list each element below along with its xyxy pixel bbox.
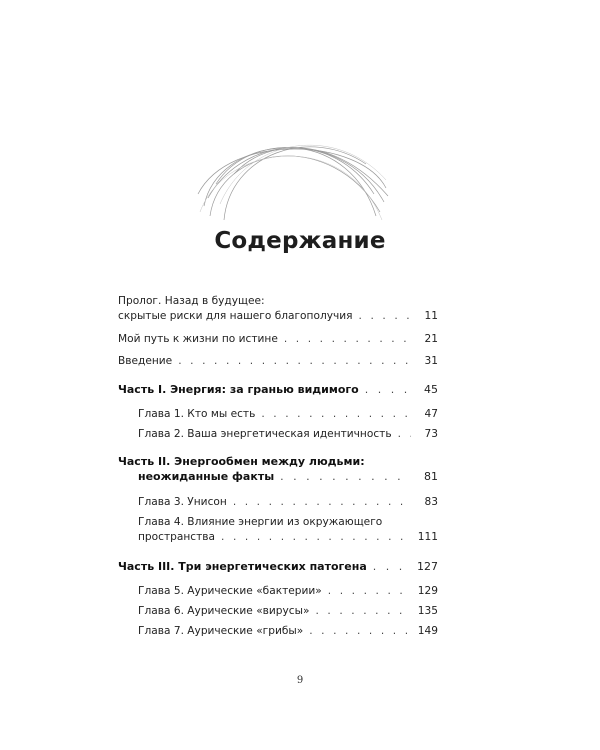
toc-chapter-page: 129 bbox=[417, 585, 438, 597]
toc-part-1[interactable] bbox=[118, 382, 438, 397]
toc-part-page: 45 bbox=[424, 383, 438, 396]
toc-entry-title: Мой путь к жизни по истине bbox=[118, 333, 278, 345]
toc-part-page: 81 bbox=[424, 470, 438, 483]
toc-chapter-4[interactable] bbox=[138, 515, 438, 545]
toc-chapter-title: Глава 7. Аурические «грибы» bbox=[138, 625, 304, 637]
toc-chapter-title: Глава 5. Аурические «бактерии» bbox=[138, 585, 322, 597]
toc-part-title: Часть III. Три энергетических патогена bbox=[118, 560, 367, 573]
toc-chapter-title: Глава 1. Кто мы есть bbox=[138, 408, 256, 420]
toc-part-title: Часть I. Энергия: за гранью видимого bbox=[118, 383, 359, 396]
toc-entry-title-line1: Пролог. Назад в будущее: bbox=[118, 295, 265, 307]
dot-leader bbox=[233, 495, 411, 510]
toc-entry-prologue[interactable] bbox=[118, 294, 438, 324]
toc-chapter-title: Глава 2. Ваша энергетическая идентичность bbox=[138, 428, 392, 440]
toc-part-3[interactable] bbox=[118, 559, 438, 574]
toc-chapter-page: 149 bbox=[417, 625, 438, 637]
toc-chapter-page: 111 bbox=[417, 531, 438, 543]
toc-chapter-page: 83 bbox=[424, 496, 438, 508]
toc-part-2[interactable] bbox=[118, 454, 438, 484]
dot-leader bbox=[315, 604, 411, 619]
toc-entry-page: 11 bbox=[424, 310, 438, 322]
toc-chapter-5[interactable] bbox=[138, 584, 438, 599]
toc-chapter-title: Глава 3. Унисон bbox=[138, 496, 227, 508]
dot-leader bbox=[398, 427, 411, 442]
dot-leader bbox=[359, 309, 411, 324]
toc-chapter-7[interactable] bbox=[138, 624, 438, 639]
toc-entry-title: Введение bbox=[118, 355, 173, 367]
page-number: 9 bbox=[296, 675, 304, 686]
toc-entry-page: 21 bbox=[424, 333, 438, 345]
toc-chapter-page: 73 bbox=[424, 428, 438, 440]
dot-leader bbox=[373, 559, 411, 574]
dot-leader bbox=[261, 407, 411, 422]
toc-chapter-title: Глава 6. Аурические «вирусы» bbox=[138, 605, 310, 617]
toc-chapter-2[interactable] bbox=[138, 427, 438, 442]
dot-leader bbox=[284, 332, 411, 347]
toc-part-page: 127 bbox=[417, 560, 438, 573]
toc-chapter-6[interactable] bbox=[138, 604, 438, 619]
toc-chapter-page: 47 bbox=[424, 408, 438, 420]
toc-chapter-1[interactable] bbox=[138, 407, 438, 422]
dot-leader bbox=[178, 354, 411, 369]
toc-part-title-line2: неожиданные факты bbox=[138, 470, 275, 483]
ornament-arcs-icon bbox=[190, 124, 390, 224]
dot-leader bbox=[309, 624, 411, 639]
toc-chapter-3[interactable] bbox=[138, 495, 438, 510]
toc-part-title-line1: Часть II. Энергообмен между людьми: bbox=[118, 455, 365, 468]
page-title: Содержание bbox=[214, 228, 386, 254]
toc-entry-title-line2: скрытые риски для нашего благополучия bbox=[118, 310, 353, 322]
toc-entry-intro[interactable] bbox=[118, 354, 438, 369]
toc-chapter-page: 135 bbox=[417, 605, 438, 617]
toc-chapter-title-line2: пространства bbox=[138, 531, 216, 543]
dot-leader bbox=[328, 584, 411, 599]
dot-leader bbox=[221, 530, 411, 545]
toc-entry-page: 31 bbox=[424, 355, 438, 367]
toc-chapter-title-line1: Глава 4. Влияние энергии из окружающего bbox=[138, 516, 383, 528]
toc-entry-path[interactable] bbox=[118, 332, 438, 347]
dot-leader bbox=[365, 382, 411, 397]
dot-leader bbox=[280, 469, 411, 484]
